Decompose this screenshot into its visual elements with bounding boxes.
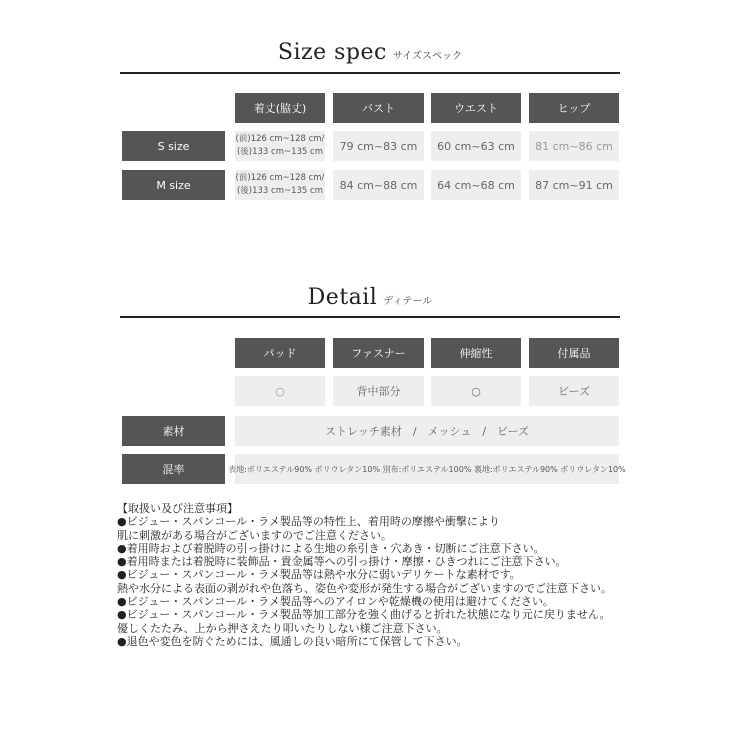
detail-value-pad: ○ bbox=[235, 376, 325, 406]
detail-value-accessory: ビーズ bbox=[529, 376, 619, 406]
size-header-bust: バスト bbox=[333, 93, 424, 123]
care-notes bbox=[117, 502, 637, 648]
size-m-length-front: (前)126 cm~128 cm/ bbox=[235, 173, 325, 183]
size-m-hip: 87 cm~91 cm bbox=[529, 170, 619, 200]
mix-label: 混率 bbox=[122, 454, 225, 484]
detail-header-zipper: ファスナー bbox=[333, 338, 424, 368]
care-note: ●退色や変色を防ぐためには、風通しの良い暗所にて保管して下さい。 bbox=[117, 634, 468, 648]
detail-header-pad: パッド bbox=[235, 338, 325, 368]
material-label: 素材 bbox=[122, 416, 225, 446]
size-spec-subheading: サイズスペック bbox=[392, 51, 463, 62]
size-m-bust: 84 cm~88 cm bbox=[333, 170, 424, 200]
care-note: ●着用時または着脱時に装飾品・貴金属等への引っ掛け・摩擦・ひきつれにご注意下さい。 bbox=[117, 555, 567, 569]
detail-subheading: ディテール bbox=[383, 296, 433, 307]
care-note: ●ビジュー・スパンコール・ラメ製品等の特性上、着用時の摩擦や衝撃により bbox=[117, 515, 500, 529]
size-s-length bbox=[235, 131, 325, 161]
size-spec-divider bbox=[120, 72, 620, 74]
size-s-length-back: (後)133 cm~135 cm bbox=[236, 147, 323, 157]
size-s-waist: 60 cm~63 cm bbox=[431, 131, 521, 161]
size-header-length: 着丈(脇丈) bbox=[235, 93, 325, 123]
size-header-waist: ウエスト bbox=[431, 93, 521, 123]
size-s-hip: 81 cm~86 cm bbox=[529, 131, 619, 161]
size-s-length-front: (前)126 cm~128 cm/ bbox=[235, 134, 325, 144]
detail-value-stretch: ○ bbox=[431, 376, 521, 406]
detail-value-zipper: 背中部分 bbox=[333, 376, 424, 406]
detail-heading: Detail bbox=[307, 285, 378, 310]
detail-title bbox=[0, 285, 740, 310]
care-note: ●ビジュー・スパンコール・ラメ製品等へのアイロンや乾燥機の使用は避けてください。 bbox=[117, 595, 554, 609]
size-s-bust: 79 cm~83 cm bbox=[333, 131, 424, 161]
care-note: ●ビジュー・スパンコール・ラメ製品等は熱や水分に弱いデリケートな素材です。 bbox=[117, 568, 521, 582]
care-note: 熱や水分による表面の剥がれや色落ち、姿色や変形が発生する場合がございますのでご注意下さい。 bbox=[117, 581, 612, 595]
detail-header-stretch: 伸縮性 bbox=[431, 338, 521, 368]
care-note: 肌に刺激がある場合がございますのでご注意ください。 bbox=[117, 528, 392, 542]
care-note-heading: 【取扱い及び注意事項】 bbox=[117, 502, 238, 515]
size-m-length-back: (後)133 cm~135 cm bbox=[236, 186, 323, 196]
size-m-length bbox=[235, 170, 325, 200]
detail-divider bbox=[120, 316, 620, 318]
size-spec-title bbox=[0, 40, 740, 65]
mix-value: 表地:ポリエステル90% ポリウレタン10% 別布:ポリエステル100% 裏地:ポリエステル90% ポリウレタン10% bbox=[235, 454, 619, 484]
size-row-label-s: S size bbox=[122, 131, 225, 161]
detail-header-accessory: 付属品 bbox=[529, 338, 619, 368]
size-m-waist: 64 cm~68 cm bbox=[431, 170, 521, 200]
care-note: 優しくたたみ、上から押さえたり叩いたりしない様ご注意下さい。 bbox=[117, 621, 448, 635]
material-value: ストレッチ素材 / メッシュ / ビーズ bbox=[235, 416, 619, 446]
care-note: ●着用時および着脱時の引っ掛けによる生地の糸引き・穴あき・切断にご注意下さい。 bbox=[117, 541, 545, 555]
size-row-label-m: M size bbox=[122, 170, 225, 200]
size-header-hip: ヒップ bbox=[529, 93, 619, 123]
size-spec-heading: Size spec bbox=[277, 40, 387, 65]
care-note: ●ビジュー・スパンコール・ラメ製品等加工部分を強く曲げると折れた状態になり元に戻りません。 bbox=[117, 608, 611, 622]
